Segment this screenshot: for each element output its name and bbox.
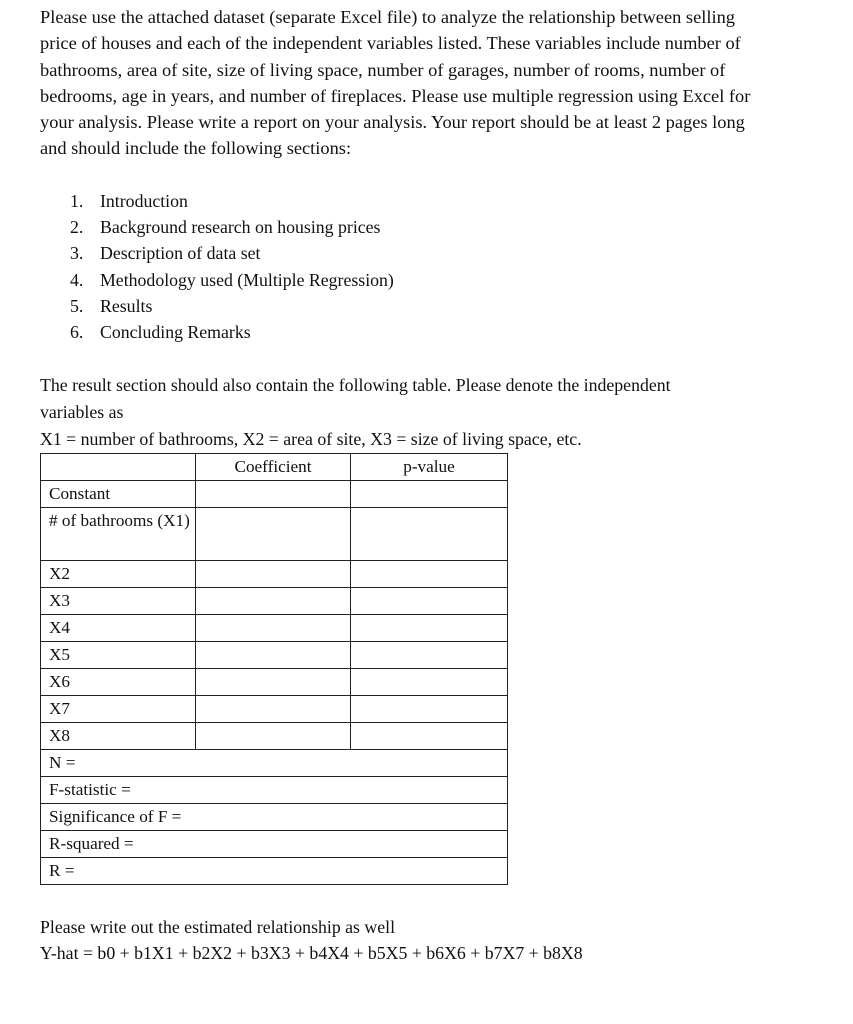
regression-equation: Y-hat = b0 + b1X1 + b2X2 + b3X3 + b4X4 + b5X5 + b6X6 + b7X7 + b8X8 xyxy=(40,943,583,963)
row-label: X6 xyxy=(41,669,196,696)
header-blank xyxy=(41,454,196,481)
intro-line: Please use the attached dataset (separate Excel file) to analyze the relationship between selling xyxy=(40,7,735,27)
coefficient-cell[interactable] xyxy=(196,696,351,723)
p-value-cell[interactable] xyxy=(351,481,508,508)
result-section-note: The result section should also contain the following table. Please denote the independent variables as xyxy=(40,375,671,422)
list-item: 3. Description of data set xyxy=(70,243,261,264)
row-label: X4 xyxy=(41,615,196,642)
stat-r[interactable]: R = xyxy=(41,858,508,885)
stat-f-statistic[interactable]: F-statistic = xyxy=(41,777,508,804)
stat-r-squared[interactable]: R-squared = xyxy=(41,831,508,858)
table-row xyxy=(41,696,508,723)
stat-row xyxy=(41,831,508,858)
header-p-value: p-value xyxy=(351,454,508,481)
table-row xyxy=(41,561,508,588)
report-sections-list xyxy=(70,188,394,345)
p-value-cell[interactable] xyxy=(351,508,508,561)
coefficient-cell[interactable] xyxy=(196,723,351,750)
p-value-cell[interactable] xyxy=(351,615,508,642)
table-row xyxy=(41,669,508,696)
coefficient-cell[interactable] xyxy=(196,508,351,561)
table-row xyxy=(41,723,508,750)
stat-row xyxy=(41,858,508,885)
results-table xyxy=(40,453,508,885)
p-value-cell[interactable] xyxy=(351,561,508,588)
table-row xyxy=(41,615,508,642)
table-row xyxy=(41,481,508,508)
row-label: X8 xyxy=(41,723,196,750)
intro-line: price of houses and each of the independent variables listed. These variables include number of xyxy=(40,33,741,54)
intro-line: and should include the following sections: xyxy=(40,138,352,159)
intro-line: your analysis. Please write a report on your analysis. Your report should be at least 2 pages long xyxy=(40,112,745,133)
intro-line: bedrooms, age in years, and number of fireplaces. Please use multiple regression using Excel for xyxy=(40,85,751,106)
list-item: 4. Methodology used (Multiple Regression) xyxy=(70,269,394,290)
coefficient-cell[interactable] xyxy=(196,561,351,588)
coefficient-cell[interactable] xyxy=(196,481,351,508)
table-row xyxy=(41,508,508,561)
row-label: X3 xyxy=(41,588,196,615)
coefficient-cell[interactable] xyxy=(196,588,351,615)
p-value-cell[interactable] xyxy=(351,696,508,723)
stat-row xyxy=(41,777,508,804)
stat-significance-f[interactable]: Significance of F = xyxy=(41,804,508,831)
table-row xyxy=(41,588,508,615)
table-row xyxy=(41,642,508,669)
row-label: # of bathrooms (X1) xyxy=(41,508,196,561)
coefficient-cell[interactable] xyxy=(196,642,351,669)
list-item: 6. Concluding Remarks xyxy=(70,322,251,343)
list-item: 5. Results xyxy=(70,295,153,316)
row-label: Constant xyxy=(41,481,196,508)
coefficient-cell[interactable] xyxy=(196,615,351,642)
p-value-cell[interactable] xyxy=(351,723,508,750)
intro-line: bathrooms, area of site, size of living space, number of garages, number of rooms, number of xyxy=(40,59,726,80)
row-label: X5 xyxy=(41,642,196,669)
row-label: X2 xyxy=(41,561,196,588)
p-value-cell[interactable] xyxy=(351,642,508,669)
instructions-paragraph xyxy=(40,4,830,162)
stat-n[interactable]: N = xyxy=(41,750,508,777)
header-coefficient: Coefficient xyxy=(196,454,351,481)
variable-definitions: X1 = number of bathrooms, X2 = area of site, X3 = size of living space, etc. xyxy=(40,429,582,449)
list-item: 2. Background research on housing prices xyxy=(70,217,381,238)
table-header-row xyxy=(41,454,508,481)
stat-row xyxy=(41,804,508,831)
closing-note: Please write out the estimated relationship as well Y-hat = b0 + b1X1 + b2X2 + b3X3 + b4X4 + b5X5 + b6X6 + b7X7 + b8X8 xyxy=(40,917,583,963)
stat-row xyxy=(41,750,508,777)
p-value-cell[interactable] xyxy=(351,669,508,696)
list-item: 1. Introduction xyxy=(70,191,188,211)
coefficient-cell[interactable] xyxy=(196,669,351,696)
p-value-cell[interactable] xyxy=(351,588,508,615)
row-label: X7 xyxy=(41,696,196,723)
